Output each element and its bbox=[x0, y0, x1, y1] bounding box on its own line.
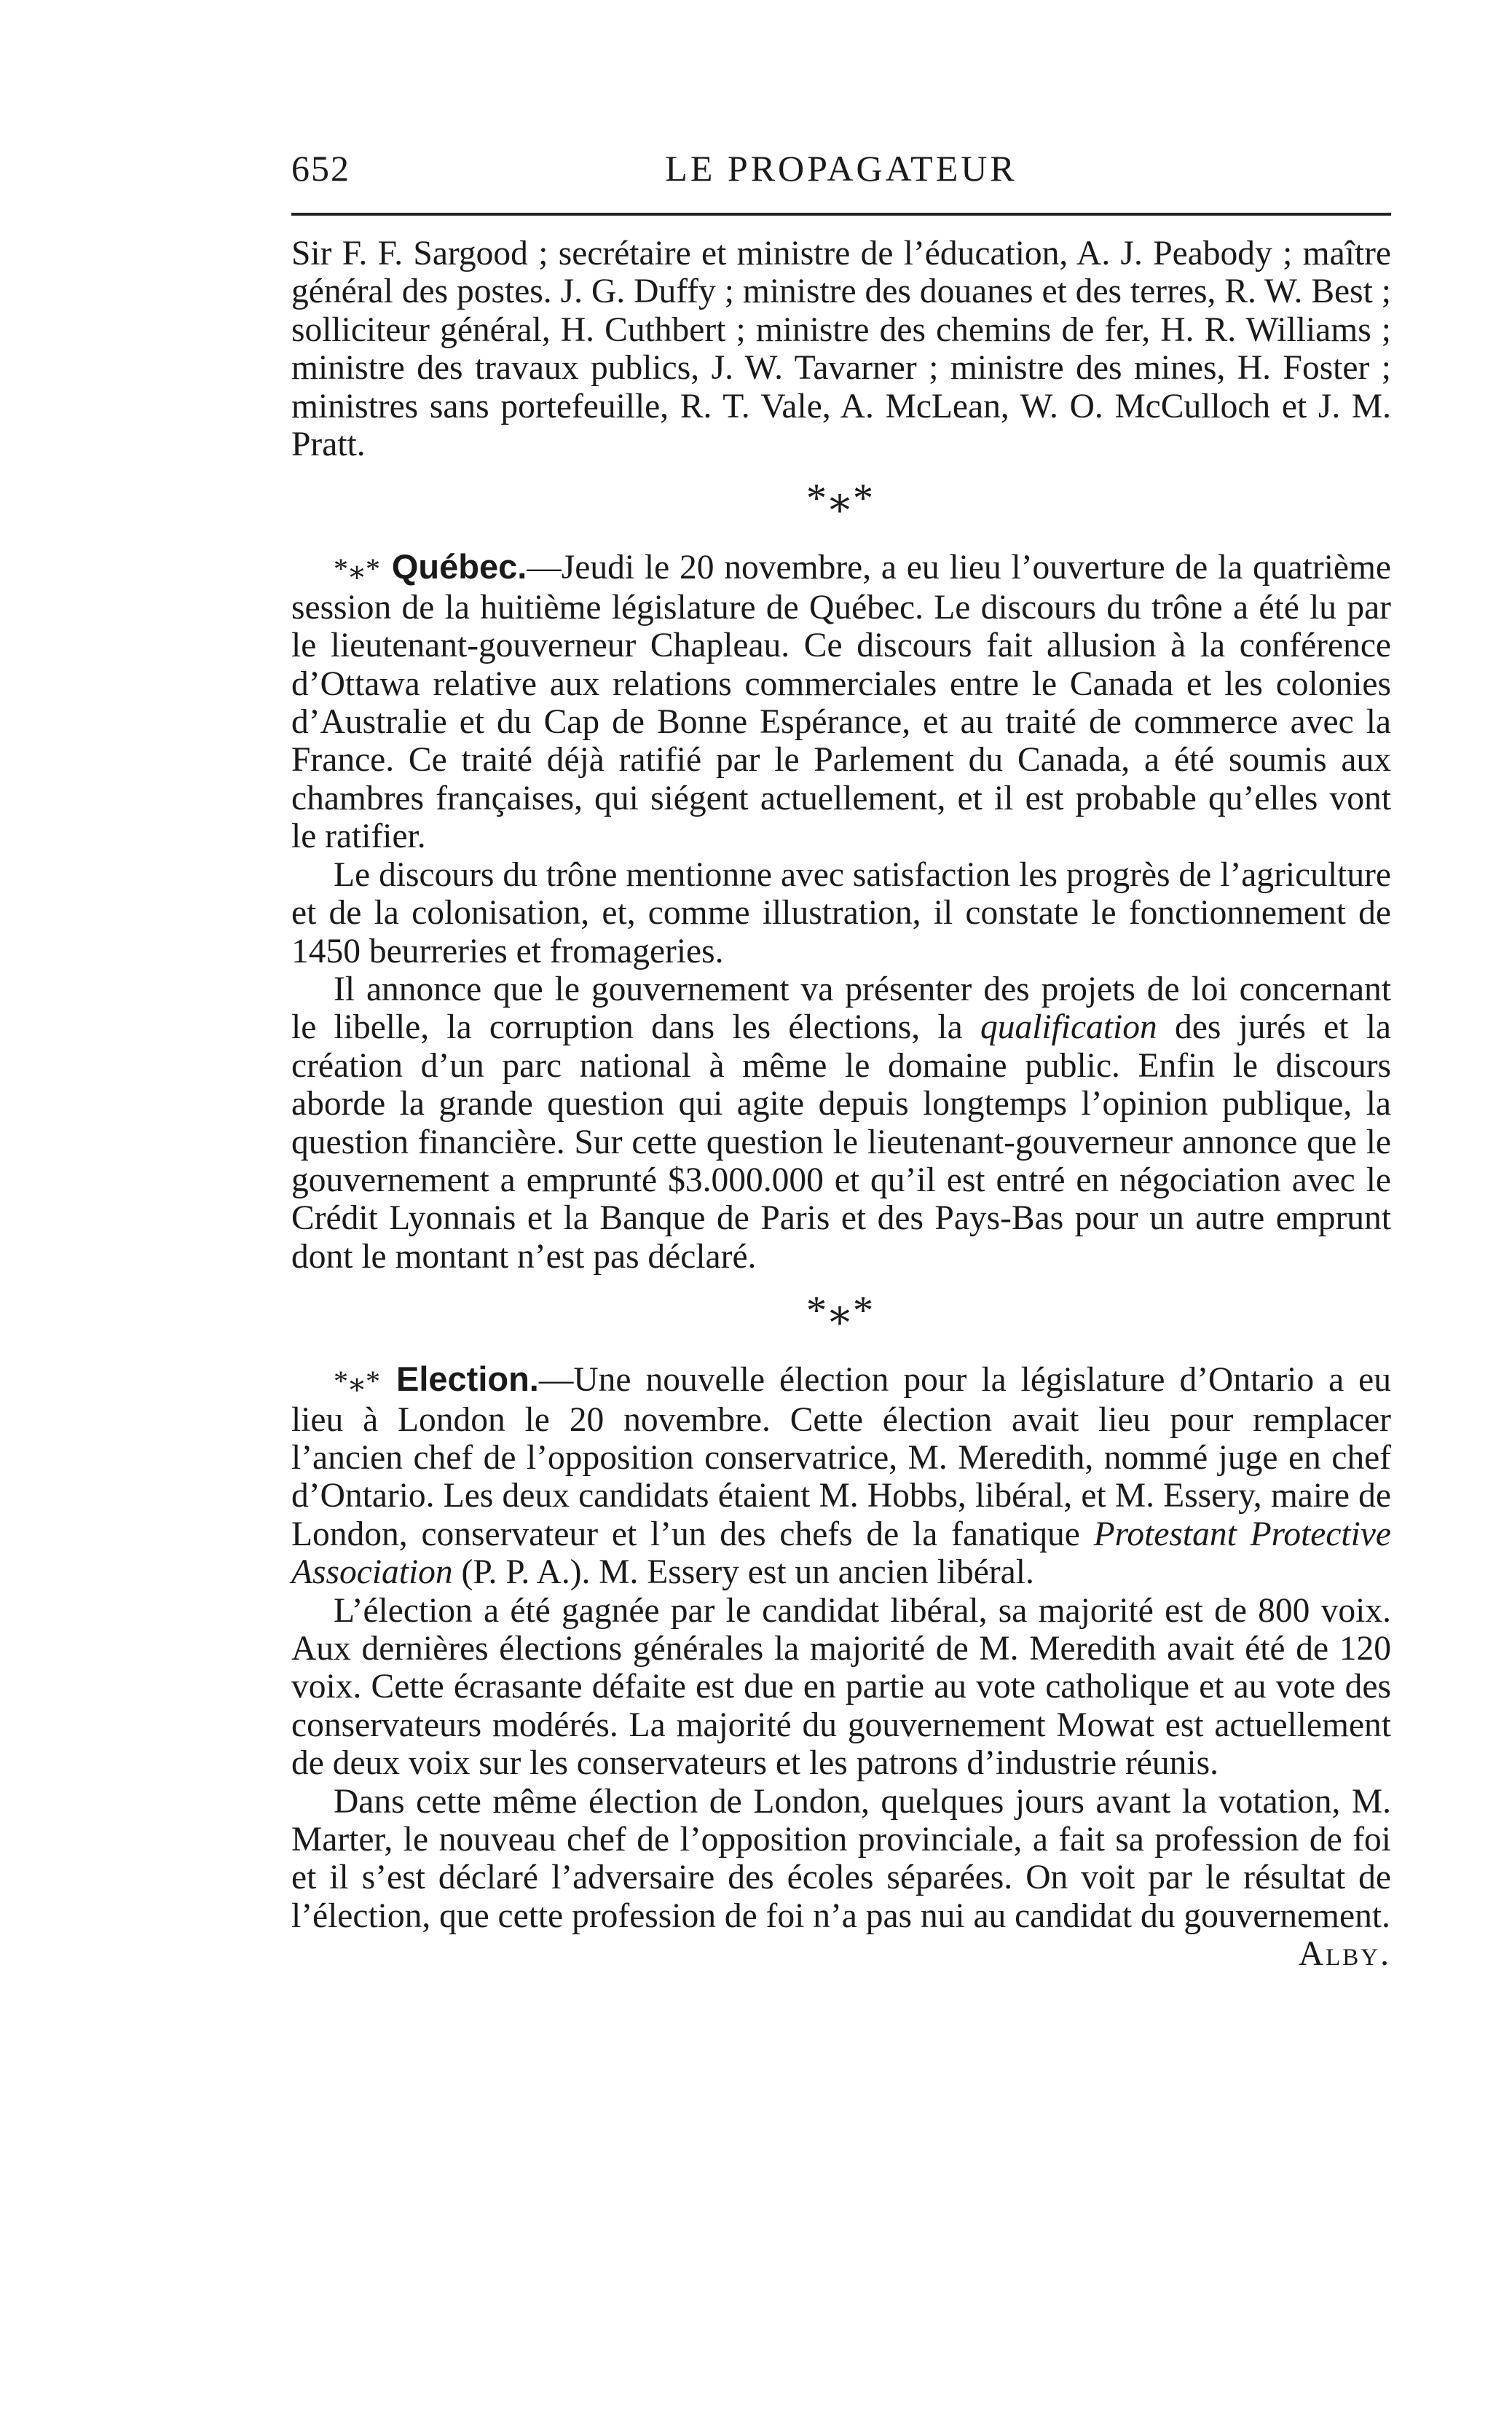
header-rule bbox=[291, 213, 1391, 216]
author-signature: Alby. bbox=[1298, 1935, 1391, 1974]
section-heading-quebec: Québec. bbox=[391, 547, 527, 586]
quebec-text-3b: des jurés et la création d’un parc national à même le domaine public. Enfin le discours aborde la grande question qui agite depuis longtemps l’opinion publique, la question financière. Sur cette question le lieutenant-gouverneur annonce que le gouvernement a emprunté $3.000.000 et qu’il est entré en négociation avec le Crédit Lyonnais et la Banque de Paris et des Pays-Bas pour un autre emprunt dont le montant n’est pas déclaré. bbox=[291, 1008, 1391, 1276]
quebec-paragraph-2: Le discours du trône mentionne avec satisfaction les progrès de l’agriculture et de la colonisation, et, comme illustration, il constate le fonctionnement de 1450 beurreries et fromageries. bbox=[291, 855, 1391, 970]
quebec-paragraph-3 bbox=[291, 970, 1391, 1276]
quebec-text-3a: Il annonce que le gouvernement va présenter des projets de loi concernant le libelle, la corruption dans les élections, la bbox=[291, 970, 1391, 1047]
election-paragraph-2: L’élection a été gagnée par le candidat libéral, sa majorité est de 800 voix. Aux dernières élections générales la majorité de M. Meredith avait été de 120 voix. Cette écrasante défaite est due en partie au vote catholique et au vote des conservateurs modérés. La majorité du gouvernement Mowat est actuellement de deux voix sur les conservateurs et les patrons d’industrie réunis. bbox=[291, 1591, 1391, 1783]
section-separator: *⁎* bbox=[806, 476, 876, 522]
quebec-paragraph-1 bbox=[291, 548, 1391, 855]
italic-organization: Protestant Protective Association bbox=[291, 1515, 1391, 1592]
article-body bbox=[291, 235, 1391, 1974]
election-text-1b: (P. P. A.). M. Essery est un ancien libéral. bbox=[452, 1553, 1034, 1592]
election-text-3: Dans cette même élection de London, quelques jours avant la votation, M. Marter, le nouveau chef de l’opposition provinciale, a fait sa profession de foi et il s’est déclaré l’adversaire des écoles séparées. On voit par le résultat de l’élection, que cette profession de foi n’a pas nui au candidat du gouvernement. bbox=[291, 1782, 1391, 1935]
election-paragraph-3 bbox=[291, 1782, 1391, 1974]
quebec-text-1: —Jeudi le 20 novembre, a eu lieu l’ouverture de la quatrième session de la huitième législature de Québec. Le discours du trône a été lu par le lieutenant-gouverneur Chapleau. Ce discours fait allusion à la conférence d’Ottawa relative aux relations commerciales entre le Canada et les colonies d’Australie et du Cap de Bonne Espérance, et au traité de commerce avec la France. Ce traité déjà ratifié par le Parlement du Canada, a été soumis aux chambres françaises, qui siégent actuellement, et il est probable qu’elles vont le ratifier. bbox=[291, 549, 1392, 856]
election-paragraph-1 bbox=[291, 1360, 1391, 1591]
continued-paragraph: Sir F. F. Sargood ; secrétaire et ministre de l’éducation, A. J. Peabody ; maître général des postes. J. G. Duffy ; ministre des douanes et des terres, R. W. Best ; solliciteur général, H. Cuthbert ; ministre des chemins de fer, H. R. Williams ; ministre des travaux publics, J. W. Tavarner ; ministre des mines, H. Foster ; ministres sans portefeuille, R. T. Vale, A. McLean, W. O. McCulloch et J. M. Pratt. bbox=[291, 235, 1391, 464]
page-header bbox=[291, 138, 1391, 197]
section-separator: *⁎* bbox=[806, 1288, 876, 1334]
page-number: 652 bbox=[291, 148, 350, 189]
section-heading-election: Election. bbox=[395, 1359, 539, 1399]
page bbox=[291, 138, 1391, 1974]
italic-term: qualification bbox=[980, 1008, 1157, 1047]
section-mark: *⁎* bbox=[334, 552, 382, 586]
running-title: LE PROPAGATEUR bbox=[665, 148, 1017, 189]
election-text-1a: —Une nouvelle élection pour la législature d’Ontario a eu lieu à London le 20 novembre. Cette élection avait lieu pour remplacer l’ancien chef de l’opposition conservatrice, M. Meredith, nommé juge en chef d’Ontario. Les deux candidats étaient M. Hobbs, libéral, et M. Essery, maire de London, conservateur et l’un des chefs de la fanatique bbox=[291, 1361, 1391, 1553]
section-mark: *⁎* bbox=[334, 1365, 382, 1398]
